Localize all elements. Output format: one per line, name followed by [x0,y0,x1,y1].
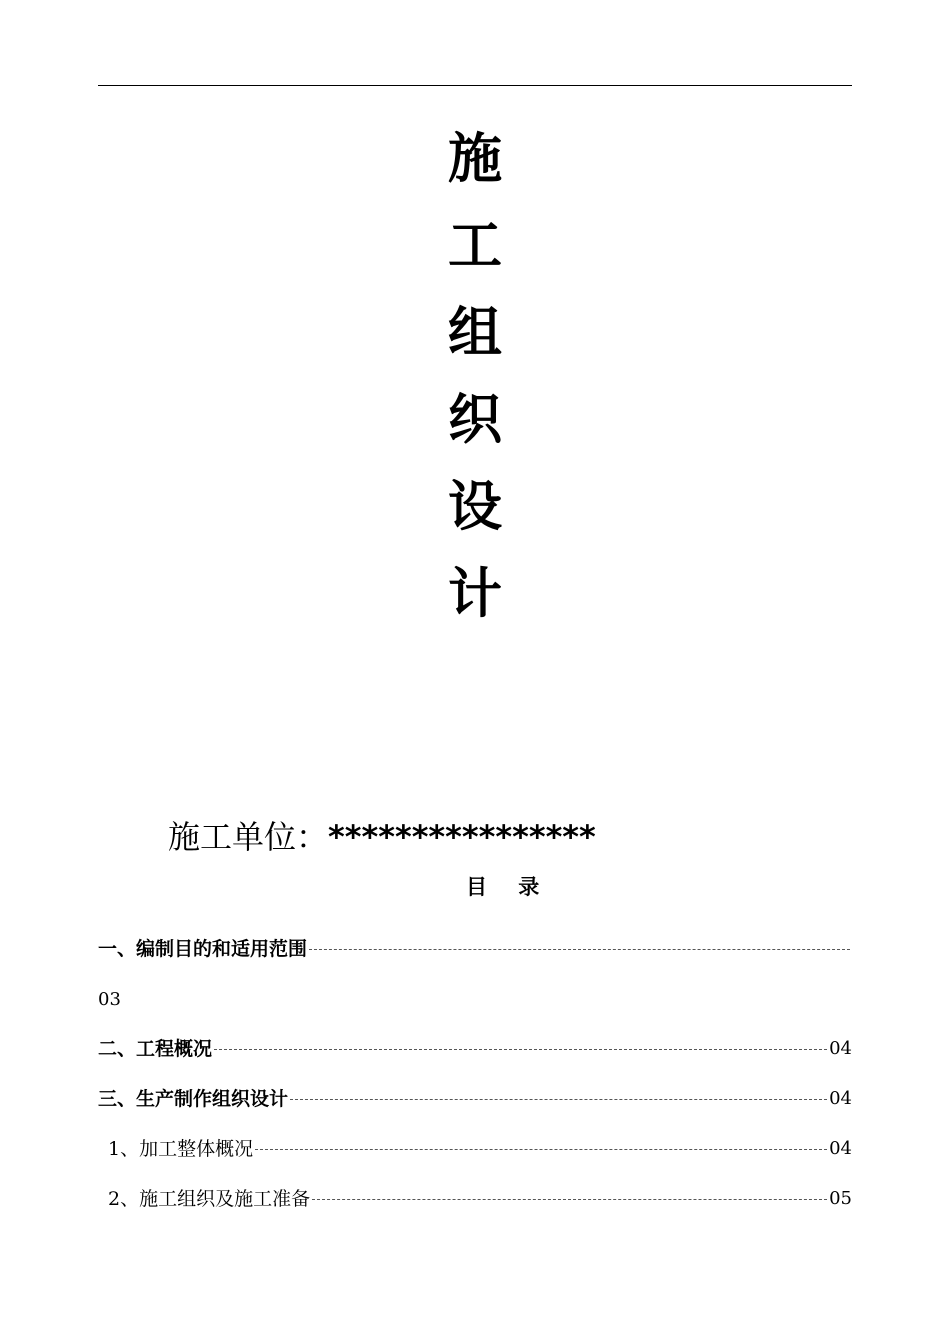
toc-item-page: 04 [829,1088,852,1109]
toc-item[interactable] [98,1134,852,1164]
title-char: 组 [448,301,502,364]
title-char: 设 [448,475,502,538]
title-char: 工 [448,214,502,277]
toc-leader [290,1099,827,1100]
toc-item[interactable] [98,934,852,964]
toc-leader [255,1149,827,1150]
toc-leader [309,949,850,950]
header-rule [98,85,852,86]
toc-item-page: 05 [829,1188,852,1209]
construction-unit [168,812,596,862]
title-char: 施 [448,127,502,190]
toc-item-page: 04 [829,1138,852,1159]
document-title [440,115,510,637]
toc-item-label: 1、加工整体概况 [108,1138,254,1160]
toc-leader [214,1049,827,1050]
toc-item-page: 03 [98,989,121,1010]
toc-item[interactable] [98,1084,852,1114]
construction-unit-value: **************** [328,818,596,856]
title-char: 计 [448,562,502,625]
toc-leader [312,1199,827,1200]
toc-item-page: 04 [829,1038,852,1059]
toc-item-label: 二、工程概况 [98,1038,213,1060]
toc-heading: 目 录 [466,875,540,899]
toc-item-label: 一、编制目的和适用范围 [98,938,308,960]
title-char: 织 [448,388,502,451]
toc-item-label: 三、生产制作组织设计 [98,1088,289,1110]
toc-item[interactable] [98,1184,852,1214]
toc-item-label: 2、施工组织及施工准备 [108,1188,311,1210]
toc-item[interactable] [98,1034,852,1064]
construction-unit-label: 施工单位： [168,818,329,856]
